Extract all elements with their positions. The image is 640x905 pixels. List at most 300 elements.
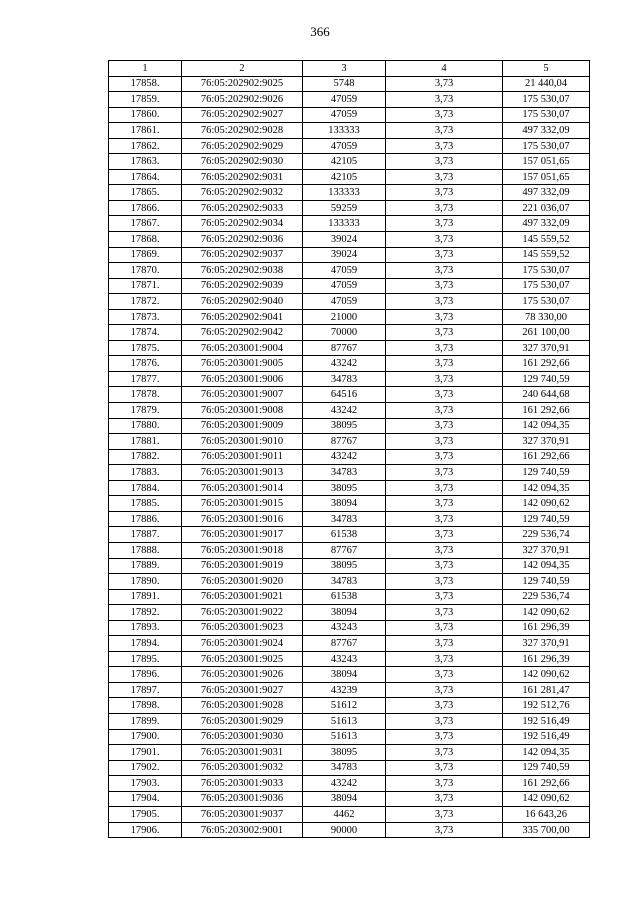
amount-cell: 142 094,35 bbox=[503, 745, 590, 761]
cadastral-number-cell: 76:05:203001:9015 bbox=[182, 496, 303, 512]
amount-cell: 229 536,74 bbox=[503, 589, 590, 605]
table-row bbox=[109, 340, 590, 356]
area-cell: 47059 bbox=[303, 294, 386, 310]
row-number-cell: 17900. bbox=[109, 729, 182, 745]
table-row bbox=[109, 822, 590, 838]
table-row bbox=[109, 309, 590, 325]
rate-cell: 3,73 bbox=[386, 107, 503, 123]
table-row bbox=[109, 636, 590, 652]
row-number-cell: 17863. bbox=[109, 154, 182, 170]
row-number-cell: 17861. bbox=[109, 123, 182, 139]
row-number-cell: 17876. bbox=[109, 356, 182, 372]
table-row bbox=[109, 387, 590, 403]
amount-cell: 129 740,59 bbox=[503, 371, 590, 387]
cadastral-number-cell: 76:05:202902:9038 bbox=[182, 263, 303, 279]
cadastral-number-cell: 76:05:203001:9005 bbox=[182, 356, 303, 372]
table-row bbox=[109, 434, 590, 450]
row-number-cell: 17869. bbox=[109, 247, 182, 263]
rate-cell: 3,73 bbox=[386, 200, 503, 216]
row-number-cell: 17896. bbox=[109, 667, 182, 683]
rate-cell: 3,73 bbox=[386, 760, 503, 776]
row-number-cell: 17904. bbox=[109, 791, 182, 807]
row-number-cell: 17891. bbox=[109, 589, 182, 605]
cadastral-number-cell: 76:05:203001:9016 bbox=[182, 511, 303, 527]
amount-cell: 157 051,65 bbox=[503, 154, 590, 170]
area-cell: 133333 bbox=[303, 123, 386, 139]
header-row bbox=[109, 61, 590, 77]
column-header-5: 5 bbox=[503, 61, 590, 77]
cadastral-number-cell: 76:05:203001:9029 bbox=[182, 713, 303, 729]
area-cell: 87767 bbox=[303, 542, 386, 558]
table-row bbox=[109, 745, 590, 761]
rate-cell: 3,73 bbox=[386, 403, 503, 419]
area-cell: 47059 bbox=[303, 107, 386, 123]
cadastral-number-cell: 76:05:203001:9024 bbox=[182, 636, 303, 652]
cadastral-number-cell: 76:05:202902:9033 bbox=[182, 200, 303, 216]
cadastral-number-cell: 76:05:203001:9028 bbox=[182, 698, 303, 714]
row-number-cell: 17888. bbox=[109, 542, 182, 558]
table-row bbox=[109, 682, 590, 698]
table-row bbox=[109, 216, 590, 232]
cadastral-number-cell: 76:05:202902:9040 bbox=[182, 294, 303, 310]
area-cell: 133333 bbox=[303, 185, 386, 201]
rate-cell: 3,73 bbox=[386, 496, 503, 512]
area-cell: 47059 bbox=[303, 263, 386, 279]
area-cell: 38094 bbox=[303, 791, 386, 807]
table-row bbox=[109, 185, 590, 201]
area-cell: 4462 bbox=[303, 807, 386, 823]
table-row bbox=[109, 76, 590, 92]
area-cell: 87767 bbox=[303, 340, 386, 356]
cadastral-number-cell: 76:05:203001:9014 bbox=[182, 480, 303, 496]
amount-cell: 327 370,91 bbox=[503, 542, 590, 558]
table-row bbox=[109, 278, 590, 294]
table-row bbox=[109, 574, 590, 590]
rate-cell: 3,73 bbox=[386, 558, 503, 574]
row-number-cell: 17874. bbox=[109, 325, 182, 341]
table-row bbox=[109, 169, 590, 185]
rate-cell: 3,73 bbox=[386, 480, 503, 496]
column-header-2: 2 bbox=[182, 61, 303, 77]
amount-cell: 335 700,00 bbox=[503, 822, 590, 838]
cadastral-number-cell: 76:05:203001:9021 bbox=[182, 589, 303, 605]
amount-cell: 261 100,00 bbox=[503, 325, 590, 341]
area-cell: 51613 bbox=[303, 713, 386, 729]
table-row bbox=[109, 667, 590, 683]
area-cell: 38095 bbox=[303, 480, 386, 496]
rate-cell: 3,73 bbox=[386, 713, 503, 729]
row-number-cell: 17864. bbox=[109, 169, 182, 185]
rate-cell: 3,73 bbox=[386, 216, 503, 232]
rate-cell: 3,73 bbox=[386, 605, 503, 621]
cadastral-number-cell: 76:05:202902:9025 bbox=[182, 76, 303, 92]
row-number-cell: 17860. bbox=[109, 107, 182, 123]
table-row bbox=[109, 729, 590, 745]
cadastral-number-cell: 76:05:202902:9042 bbox=[182, 325, 303, 341]
rate-cell: 3,73 bbox=[386, 791, 503, 807]
area-cell: 47059 bbox=[303, 92, 386, 108]
cadastral-number-cell: 76:05:202902:9041 bbox=[182, 309, 303, 325]
rate-cell: 3,73 bbox=[386, 371, 503, 387]
rate-cell: 3,73 bbox=[386, 682, 503, 698]
rate-cell: 3,73 bbox=[386, 465, 503, 481]
cadastral-number-cell: 76:05:202902:9029 bbox=[182, 138, 303, 154]
table-row bbox=[109, 605, 590, 621]
amount-cell: 175 530,07 bbox=[503, 294, 590, 310]
table-row bbox=[109, 480, 590, 496]
row-number-cell: 17903. bbox=[109, 776, 182, 792]
rate-cell: 3,73 bbox=[386, 542, 503, 558]
area-cell: 47059 bbox=[303, 138, 386, 154]
amount-cell: 142 094,35 bbox=[503, 558, 590, 574]
table-row bbox=[109, 760, 590, 776]
table-row bbox=[109, 542, 590, 558]
row-number-cell: 17871. bbox=[109, 278, 182, 294]
area-cell: 43242 bbox=[303, 403, 386, 419]
amount-cell: 175 530,07 bbox=[503, 92, 590, 108]
cadastral-number-cell: 76:05:203001:9018 bbox=[182, 542, 303, 558]
rate-cell: 3,73 bbox=[386, 729, 503, 745]
amount-cell: 161 296,39 bbox=[503, 651, 590, 667]
area-cell: 87767 bbox=[303, 636, 386, 652]
rate-cell: 3,73 bbox=[386, 651, 503, 667]
amount-cell: 129 740,59 bbox=[503, 574, 590, 590]
cadastral-number-cell: 76:05:203001:9009 bbox=[182, 418, 303, 434]
rate-cell: 3,73 bbox=[386, 169, 503, 185]
rate-cell: 3,73 bbox=[386, 294, 503, 310]
row-number-cell: 17901. bbox=[109, 745, 182, 761]
area-cell: 59259 bbox=[303, 200, 386, 216]
area-cell: 64516 bbox=[303, 387, 386, 403]
table-row bbox=[109, 371, 590, 387]
area-cell: 51612 bbox=[303, 698, 386, 714]
row-number-cell: 17870. bbox=[109, 263, 182, 279]
cadastral-number-cell: 76:05:203001:9032 bbox=[182, 760, 303, 776]
cadastral-number-cell: 76:05:203001:9036 bbox=[182, 791, 303, 807]
amount-cell: 221 036,07 bbox=[503, 200, 590, 216]
amount-cell: 142 094,35 bbox=[503, 480, 590, 496]
table-row bbox=[109, 511, 590, 527]
amount-cell: 142 090,62 bbox=[503, 605, 590, 621]
cadastral-number-cell: 76:05:203001:9010 bbox=[182, 434, 303, 450]
row-number-cell: 17884. bbox=[109, 480, 182, 496]
rate-cell: 3,73 bbox=[386, 449, 503, 465]
rate-cell: 3,73 bbox=[386, 247, 503, 263]
row-number-cell: 17868. bbox=[109, 232, 182, 248]
table-body bbox=[109, 76, 590, 838]
rate-cell: 3,73 bbox=[386, 92, 503, 108]
row-number-cell: 17894. bbox=[109, 636, 182, 652]
amount-cell: 142 090,62 bbox=[503, 667, 590, 683]
table-row bbox=[109, 154, 590, 170]
cadastral-number-cell: 76:05:203001:9013 bbox=[182, 465, 303, 481]
table-row bbox=[109, 698, 590, 714]
table-row bbox=[109, 325, 590, 341]
row-number-cell: 17895. bbox=[109, 651, 182, 667]
row-number-cell: 17883. bbox=[109, 465, 182, 481]
amount-cell: 21 440,04 bbox=[503, 76, 590, 92]
row-number-cell: 17887. bbox=[109, 527, 182, 543]
cadastral-number-cell: 76:05:203001:9008 bbox=[182, 403, 303, 419]
area-cell: 34783 bbox=[303, 760, 386, 776]
table-row bbox=[109, 807, 590, 823]
table-row bbox=[109, 620, 590, 636]
area-cell: 42105 bbox=[303, 169, 386, 185]
amount-cell: 192 516,49 bbox=[503, 713, 590, 729]
row-number-cell: 17899. bbox=[109, 713, 182, 729]
cadastral-number-cell: 76:05:203001:9037 bbox=[182, 807, 303, 823]
amount-cell: 175 530,07 bbox=[503, 278, 590, 294]
row-number-cell: 17879. bbox=[109, 403, 182, 419]
table-row bbox=[109, 527, 590, 543]
table-row bbox=[109, 791, 590, 807]
rate-cell: 3,73 bbox=[386, 418, 503, 434]
area-cell: 34783 bbox=[303, 511, 386, 527]
amount-cell: 327 370,91 bbox=[503, 340, 590, 356]
area-cell: 39024 bbox=[303, 232, 386, 248]
column-header-4: 4 bbox=[386, 61, 503, 77]
row-number-cell: 17893. bbox=[109, 620, 182, 636]
rate-cell: 3,73 bbox=[386, 340, 503, 356]
area-cell: 43242 bbox=[303, 776, 386, 792]
rate-cell: 3,73 bbox=[386, 807, 503, 823]
area-cell: 87767 bbox=[303, 434, 386, 450]
table-row bbox=[109, 713, 590, 729]
rate-cell: 3,73 bbox=[386, 154, 503, 170]
area-cell: 39024 bbox=[303, 247, 386, 263]
area-cell: 34783 bbox=[303, 371, 386, 387]
amount-cell: 327 370,91 bbox=[503, 434, 590, 450]
amount-cell: 192 512,76 bbox=[503, 698, 590, 714]
area-cell: 34783 bbox=[303, 465, 386, 481]
amount-cell: 142 090,62 bbox=[503, 791, 590, 807]
row-number-cell: 17878. bbox=[109, 387, 182, 403]
page-number: 366 bbox=[310, 24, 330, 39]
cadastral-number-cell: 76:05:202902:9027 bbox=[182, 107, 303, 123]
area-cell: 90000 bbox=[303, 822, 386, 838]
area-cell: 43243 bbox=[303, 651, 386, 667]
amount-cell: 497 332,09 bbox=[503, 216, 590, 232]
amount-cell: 129 740,59 bbox=[503, 760, 590, 776]
amount-cell: 78 330,00 bbox=[503, 309, 590, 325]
amount-cell: 145 559,52 bbox=[503, 247, 590, 263]
rate-cell: 3,73 bbox=[386, 620, 503, 636]
row-number-cell: 17877. bbox=[109, 371, 182, 387]
area-cell: 38095 bbox=[303, 418, 386, 434]
rate-cell: 3,73 bbox=[386, 325, 503, 341]
cadastral-number-cell: 76:05:203001:9022 bbox=[182, 605, 303, 621]
area-cell: 38094 bbox=[303, 605, 386, 621]
cadastral-number-cell: 76:05:203002:9001 bbox=[182, 822, 303, 838]
amount-cell: 497 332,09 bbox=[503, 123, 590, 139]
cadastral-number-cell: 76:05:202902:9034 bbox=[182, 216, 303, 232]
amount-cell: 229 536,74 bbox=[503, 527, 590, 543]
table-row bbox=[109, 200, 590, 216]
column-header-3: 3 bbox=[303, 61, 386, 77]
area-cell: 43239 bbox=[303, 682, 386, 698]
cadastral-number-cell: 76:05:202902:9028 bbox=[182, 123, 303, 139]
amount-cell: 161 281,47 bbox=[503, 682, 590, 698]
amount-cell: 145 559,52 bbox=[503, 232, 590, 248]
area-cell: 38095 bbox=[303, 745, 386, 761]
rate-cell: 3,73 bbox=[386, 232, 503, 248]
table-row bbox=[109, 92, 590, 108]
column-header-1: 1 bbox=[109, 61, 182, 77]
rate-cell: 3,73 bbox=[386, 822, 503, 838]
area-cell: 51613 bbox=[303, 729, 386, 745]
table-row bbox=[109, 558, 590, 574]
amount-cell: 497 332,09 bbox=[503, 185, 590, 201]
cadastral-number-cell: 76:05:202902:9036 bbox=[182, 232, 303, 248]
table-row bbox=[109, 356, 590, 372]
table-row bbox=[109, 138, 590, 154]
table-row bbox=[109, 403, 590, 419]
cadastral-number-cell: 76:05:203001:9007 bbox=[182, 387, 303, 403]
area-cell: 38095 bbox=[303, 558, 386, 574]
area-cell: 34783 bbox=[303, 574, 386, 590]
area-cell: 133333 bbox=[303, 216, 386, 232]
rate-cell: 3,73 bbox=[386, 574, 503, 590]
amount-cell: 161 292,66 bbox=[503, 403, 590, 419]
amount-cell: 175 530,07 bbox=[503, 263, 590, 279]
amount-cell: 161 292,66 bbox=[503, 776, 590, 792]
row-number-cell: 17872. bbox=[109, 294, 182, 310]
table-row bbox=[109, 449, 590, 465]
area-cell: 42105 bbox=[303, 154, 386, 170]
amount-cell: 16 643,26 bbox=[503, 807, 590, 823]
amount-cell: 129 740,59 bbox=[503, 465, 590, 481]
cadastral-number-cell: 76:05:202902:9026 bbox=[182, 92, 303, 108]
row-number-cell: 17898. bbox=[109, 698, 182, 714]
cadastral-number-cell: 76:05:203001:9004 bbox=[182, 340, 303, 356]
amount-cell: 161 292,66 bbox=[503, 449, 590, 465]
row-number-cell: 17880. bbox=[109, 418, 182, 434]
rate-cell: 3,73 bbox=[386, 667, 503, 683]
rate-cell: 3,73 bbox=[386, 309, 503, 325]
area-cell: 21000 bbox=[303, 309, 386, 325]
row-number-cell: 17858. bbox=[109, 76, 182, 92]
row-number-cell: 17889. bbox=[109, 558, 182, 574]
amount-cell: 175 530,07 bbox=[503, 138, 590, 154]
rate-cell: 3,73 bbox=[386, 511, 503, 527]
table-row bbox=[109, 589, 590, 605]
row-number-cell: 17897. bbox=[109, 682, 182, 698]
rate-cell: 3,73 bbox=[386, 185, 503, 201]
row-number-cell: 17906. bbox=[109, 822, 182, 838]
rate-cell: 3,73 bbox=[386, 589, 503, 605]
cadastral-number-cell: 76:05:203001:9006 bbox=[182, 371, 303, 387]
row-number-cell: 17902. bbox=[109, 760, 182, 776]
rate-cell: 3,73 bbox=[386, 745, 503, 761]
cadastral-number-cell: 76:05:203001:9020 bbox=[182, 574, 303, 590]
table-row bbox=[109, 776, 590, 792]
cadastral-number-cell: 76:05:203001:9025 bbox=[182, 651, 303, 667]
amount-cell: 161 296,39 bbox=[503, 620, 590, 636]
table-row bbox=[109, 247, 590, 263]
data-table bbox=[108, 60, 590, 838]
row-number-cell: 17886. bbox=[109, 511, 182, 527]
amount-cell: 240 644,68 bbox=[503, 387, 590, 403]
cadastral-number-cell: 76:05:203001:9033 bbox=[182, 776, 303, 792]
rate-cell: 3,73 bbox=[386, 636, 503, 652]
table-row bbox=[109, 263, 590, 279]
row-number-cell: 17890. bbox=[109, 574, 182, 590]
rate-cell: 3,73 bbox=[386, 278, 503, 294]
cadastral-number-cell: 76:05:202902:9039 bbox=[182, 278, 303, 294]
amount-cell: 129 740,59 bbox=[503, 511, 590, 527]
amount-cell: 192 516,49 bbox=[503, 729, 590, 745]
area-cell: 38094 bbox=[303, 496, 386, 512]
table-row bbox=[109, 294, 590, 310]
table-row bbox=[109, 232, 590, 248]
area-cell: 43242 bbox=[303, 356, 386, 372]
row-number-cell: 17859. bbox=[109, 92, 182, 108]
cadastral-number-cell: 76:05:203001:9030 bbox=[182, 729, 303, 745]
area-cell: 5748 bbox=[303, 76, 386, 92]
area-cell: 70000 bbox=[303, 325, 386, 341]
table-row bbox=[109, 123, 590, 139]
cadastral-number-cell: 76:05:202902:9031 bbox=[182, 169, 303, 185]
row-number-cell: 17862. bbox=[109, 138, 182, 154]
amount-cell: 142 094,35 bbox=[503, 418, 590, 434]
row-number-cell: 17867. bbox=[109, 216, 182, 232]
rate-cell: 3,73 bbox=[386, 527, 503, 543]
area-cell: 61538 bbox=[303, 589, 386, 605]
row-number-cell: 17881. bbox=[109, 434, 182, 450]
rate-cell: 3,73 bbox=[386, 76, 503, 92]
rate-cell: 3,73 bbox=[386, 123, 503, 139]
cadastral-number-cell: 76:05:202902:9032 bbox=[182, 185, 303, 201]
row-number-cell: 17875. bbox=[109, 340, 182, 356]
area-cell: 61538 bbox=[303, 527, 386, 543]
cadastral-number-cell: 76:05:202902:9030 bbox=[182, 154, 303, 170]
area-cell: 43242 bbox=[303, 449, 386, 465]
cadastral-number-cell: 76:05:203001:9023 bbox=[182, 620, 303, 636]
amount-cell: 175 530,07 bbox=[503, 107, 590, 123]
cadastral-number-cell: 76:05:203001:9031 bbox=[182, 745, 303, 761]
row-number-cell: 17892. bbox=[109, 605, 182, 621]
rate-cell: 3,73 bbox=[386, 387, 503, 403]
table-row bbox=[109, 465, 590, 481]
area-cell: 43243 bbox=[303, 620, 386, 636]
row-number-cell: 17882. bbox=[109, 449, 182, 465]
row-number-cell: 17885. bbox=[109, 496, 182, 512]
rate-cell: 3,73 bbox=[386, 698, 503, 714]
table-row bbox=[109, 107, 590, 123]
cadastral-number-cell: 76:05:203001:9017 bbox=[182, 527, 303, 543]
amount-cell: 157 051,65 bbox=[503, 169, 590, 185]
area-cell: 38094 bbox=[303, 667, 386, 683]
rate-cell: 3,73 bbox=[386, 356, 503, 372]
cadastral-number-cell: 76:05:203001:9027 bbox=[182, 682, 303, 698]
table-row bbox=[109, 496, 590, 512]
table-row bbox=[109, 651, 590, 667]
rate-cell: 3,73 bbox=[386, 263, 503, 279]
row-number-cell: 17865. bbox=[109, 185, 182, 201]
amount-cell: 327 370,91 bbox=[503, 636, 590, 652]
row-number-cell: 17866. bbox=[109, 200, 182, 216]
cadastral-number-cell: 76:05:203001:9026 bbox=[182, 667, 303, 683]
row-number-cell: 17873. bbox=[109, 309, 182, 325]
rate-cell: 3,73 bbox=[386, 434, 503, 450]
rate-cell: 3,73 bbox=[386, 138, 503, 154]
area-cell: 47059 bbox=[303, 278, 386, 294]
row-number-cell: 17905. bbox=[109, 807, 182, 823]
table-row bbox=[109, 418, 590, 434]
cadastral-number-cell: 76:05:203001:9011 bbox=[182, 449, 303, 465]
cadastral-number-cell: 76:05:202902:9037 bbox=[182, 247, 303, 263]
amount-cell: 142 090,62 bbox=[503, 496, 590, 512]
